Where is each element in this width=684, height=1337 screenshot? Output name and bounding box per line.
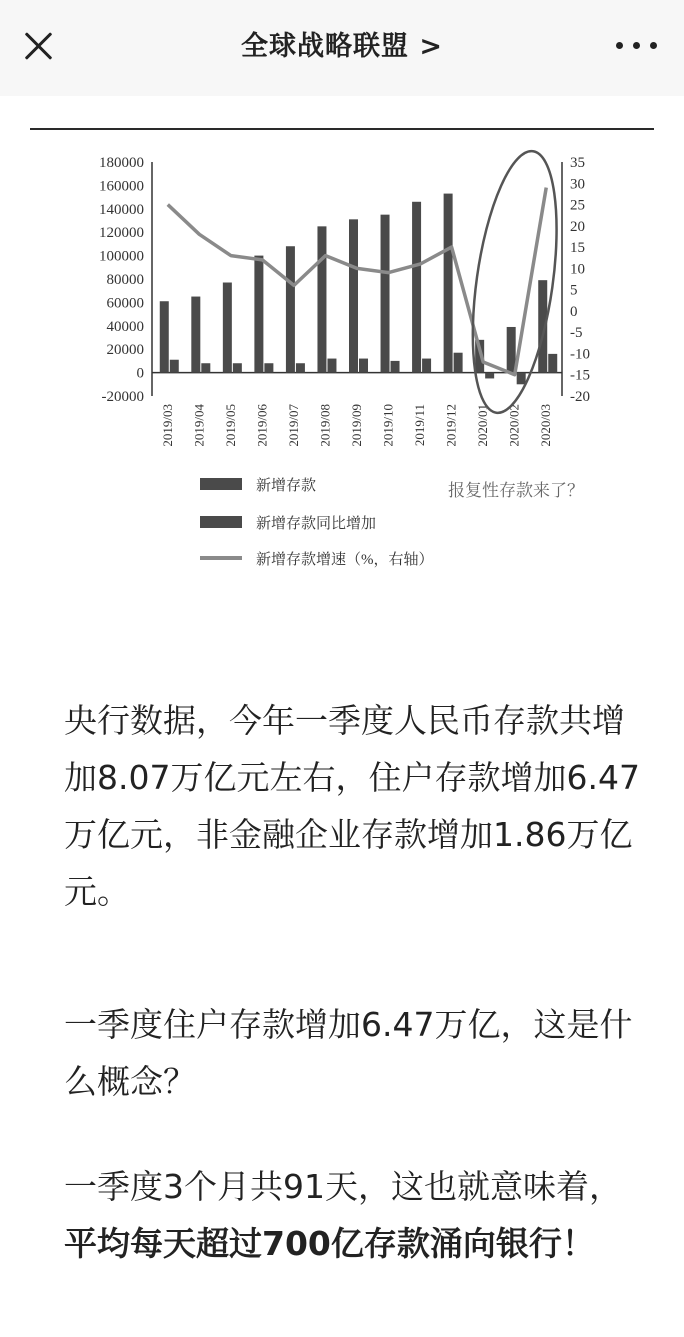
bar-yoy-increase bbox=[485, 373, 494, 379]
x-tick-label: 2019/03 bbox=[159, 404, 175, 447]
x-tick-label: 2019/07 bbox=[285, 404, 301, 447]
bar-yoy-increase bbox=[327, 359, 336, 373]
right-tick-label: -5 bbox=[570, 325, 583, 342]
left-tick-label: 160000 bbox=[99, 178, 144, 195]
article-body bbox=[0, 96, 684, 1337]
right-tick-label: -20 bbox=[570, 389, 590, 405]
left-tick-label: 0 bbox=[136, 365, 144, 382]
bar-yoy-increase bbox=[170, 360, 179, 373]
bar-new-deposits bbox=[223, 283, 232, 373]
left-tick-label: 100000 bbox=[99, 248, 144, 265]
paragraph-3 bbox=[64, 1158, 644, 1272]
x-tick-label: 2019/11 bbox=[412, 404, 428, 447]
bar-yoy-increase bbox=[359, 359, 368, 373]
bar-yoy-increase bbox=[391, 361, 400, 373]
x-tick-label: 2019/09 bbox=[349, 404, 364, 447]
paragraph-3-text: 一季度3个月共91天，这也就意味着， bbox=[64, 1167, 622, 1206]
paragraph-2: 一季度住户存款增加6.47万亿，这是什么概念？ bbox=[64, 1005, 633, 1101]
right-tick-label: 5 bbox=[570, 282, 578, 299]
x-tick-label: 2020/02 bbox=[506, 404, 522, 447]
bar-new-deposits bbox=[507, 327, 516, 373]
left-tick-label: 180000 bbox=[99, 155, 144, 171]
left-tick-label: 80000 bbox=[106, 272, 144, 288]
right-tick-label: 25 bbox=[570, 197, 585, 214]
deposit-chart bbox=[0, 96, 684, 656]
right-tick-label: 30 bbox=[570, 176, 585, 193]
left-tick-label: 40000 bbox=[106, 318, 144, 335]
highlight-circle bbox=[459, 146, 571, 418]
bar-yoy-increase bbox=[264, 363, 273, 372]
x-tick-label: 2019/10 bbox=[380, 404, 396, 447]
bar-yoy-increase bbox=[233, 363, 242, 372]
account-name: 全球战略联盟 bbox=[240, 31, 409, 62]
chart-annotation: 报复性存款来了？ bbox=[448, 481, 584, 501]
legend-yoy-increase-swatch bbox=[200, 516, 242, 528]
bar-new-deposits bbox=[317, 226, 326, 372]
right-tick-label: 15 bbox=[570, 240, 585, 257]
bar-new-deposits bbox=[412, 202, 421, 373]
legend-yoy-increase-label: 新增存款同比增加 bbox=[256, 516, 377, 532]
right-tick-label: 20 bbox=[570, 218, 585, 235]
chevron-right-icon: > bbox=[419, 31, 444, 62]
bar-new-deposits bbox=[191, 297, 200, 373]
left-tick-label: 20000 bbox=[106, 342, 144, 359]
right-tick-label: 0 bbox=[570, 303, 578, 320]
bar-yoy-increase bbox=[201, 363, 210, 372]
paragraph-3-emphasis: 平均每天超过700亿存款涌向银行！ bbox=[64, 1224, 595, 1263]
bar-yoy-increase bbox=[517, 373, 526, 385]
paragraph-1: 央行数据，今年一季度人民币存款共增加8.07万亿元左右，住户存款增加6.47万亿元，非金融企业存款增加1.86万亿元。 bbox=[64, 701, 640, 911]
legend-new-deposits-swatch bbox=[200, 478, 242, 490]
bar-new-deposits bbox=[444, 194, 453, 373]
right-tick-label: 10 bbox=[570, 261, 585, 278]
bar-new-deposits bbox=[286, 246, 295, 372]
legend-growth-rate-label: 新增存款增速（%，右轴） bbox=[256, 552, 434, 568]
x-tick-label: 2019/08 bbox=[317, 404, 333, 447]
bar-new-deposits bbox=[254, 256, 263, 373]
more-icon[interactable] bbox=[616, 40, 660, 52]
left-tick-label: -20000 bbox=[101, 389, 144, 405]
x-tick-label: 2020/03 bbox=[538, 404, 554, 447]
right-tick-label: 35 bbox=[570, 155, 585, 171]
bar-new-deposits bbox=[381, 215, 390, 373]
left-tick-label: 140000 bbox=[99, 201, 144, 218]
x-tick-label: 2019/06 bbox=[254, 404, 270, 447]
bar-yoy-increase bbox=[422, 359, 431, 373]
x-tick-label: 2019/04 bbox=[191, 404, 207, 447]
bar-new-deposits bbox=[160, 301, 169, 372]
left-tick-label: 60000 bbox=[106, 295, 144, 312]
bar-new-deposits bbox=[349, 219, 358, 372]
legend-new-deposits-label: 新增存款 bbox=[256, 478, 317, 494]
top-bar bbox=[0, 0, 684, 96]
left-tick-label: 120000 bbox=[99, 225, 144, 242]
right-tick-label: -10 bbox=[570, 346, 590, 363]
x-tick-label: 2020/01 bbox=[475, 404, 491, 447]
bar-yoy-increase bbox=[548, 354, 557, 373]
bar-yoy-increase bbox=[454, 353, 463, 373]
bar-yoy-increase bbox=[296, 363, 305, 372]
right-tick-label: -15 bbox=[570, 367, 590, 384]
x-tick-label: 2019/05 bbox=[222, 404, 238, 447]
account-title-link[interactable] bbox=[0, 24, 684, 63]
x-tick-label: 2019/12 bbox=[443, 404, 459, 447]
